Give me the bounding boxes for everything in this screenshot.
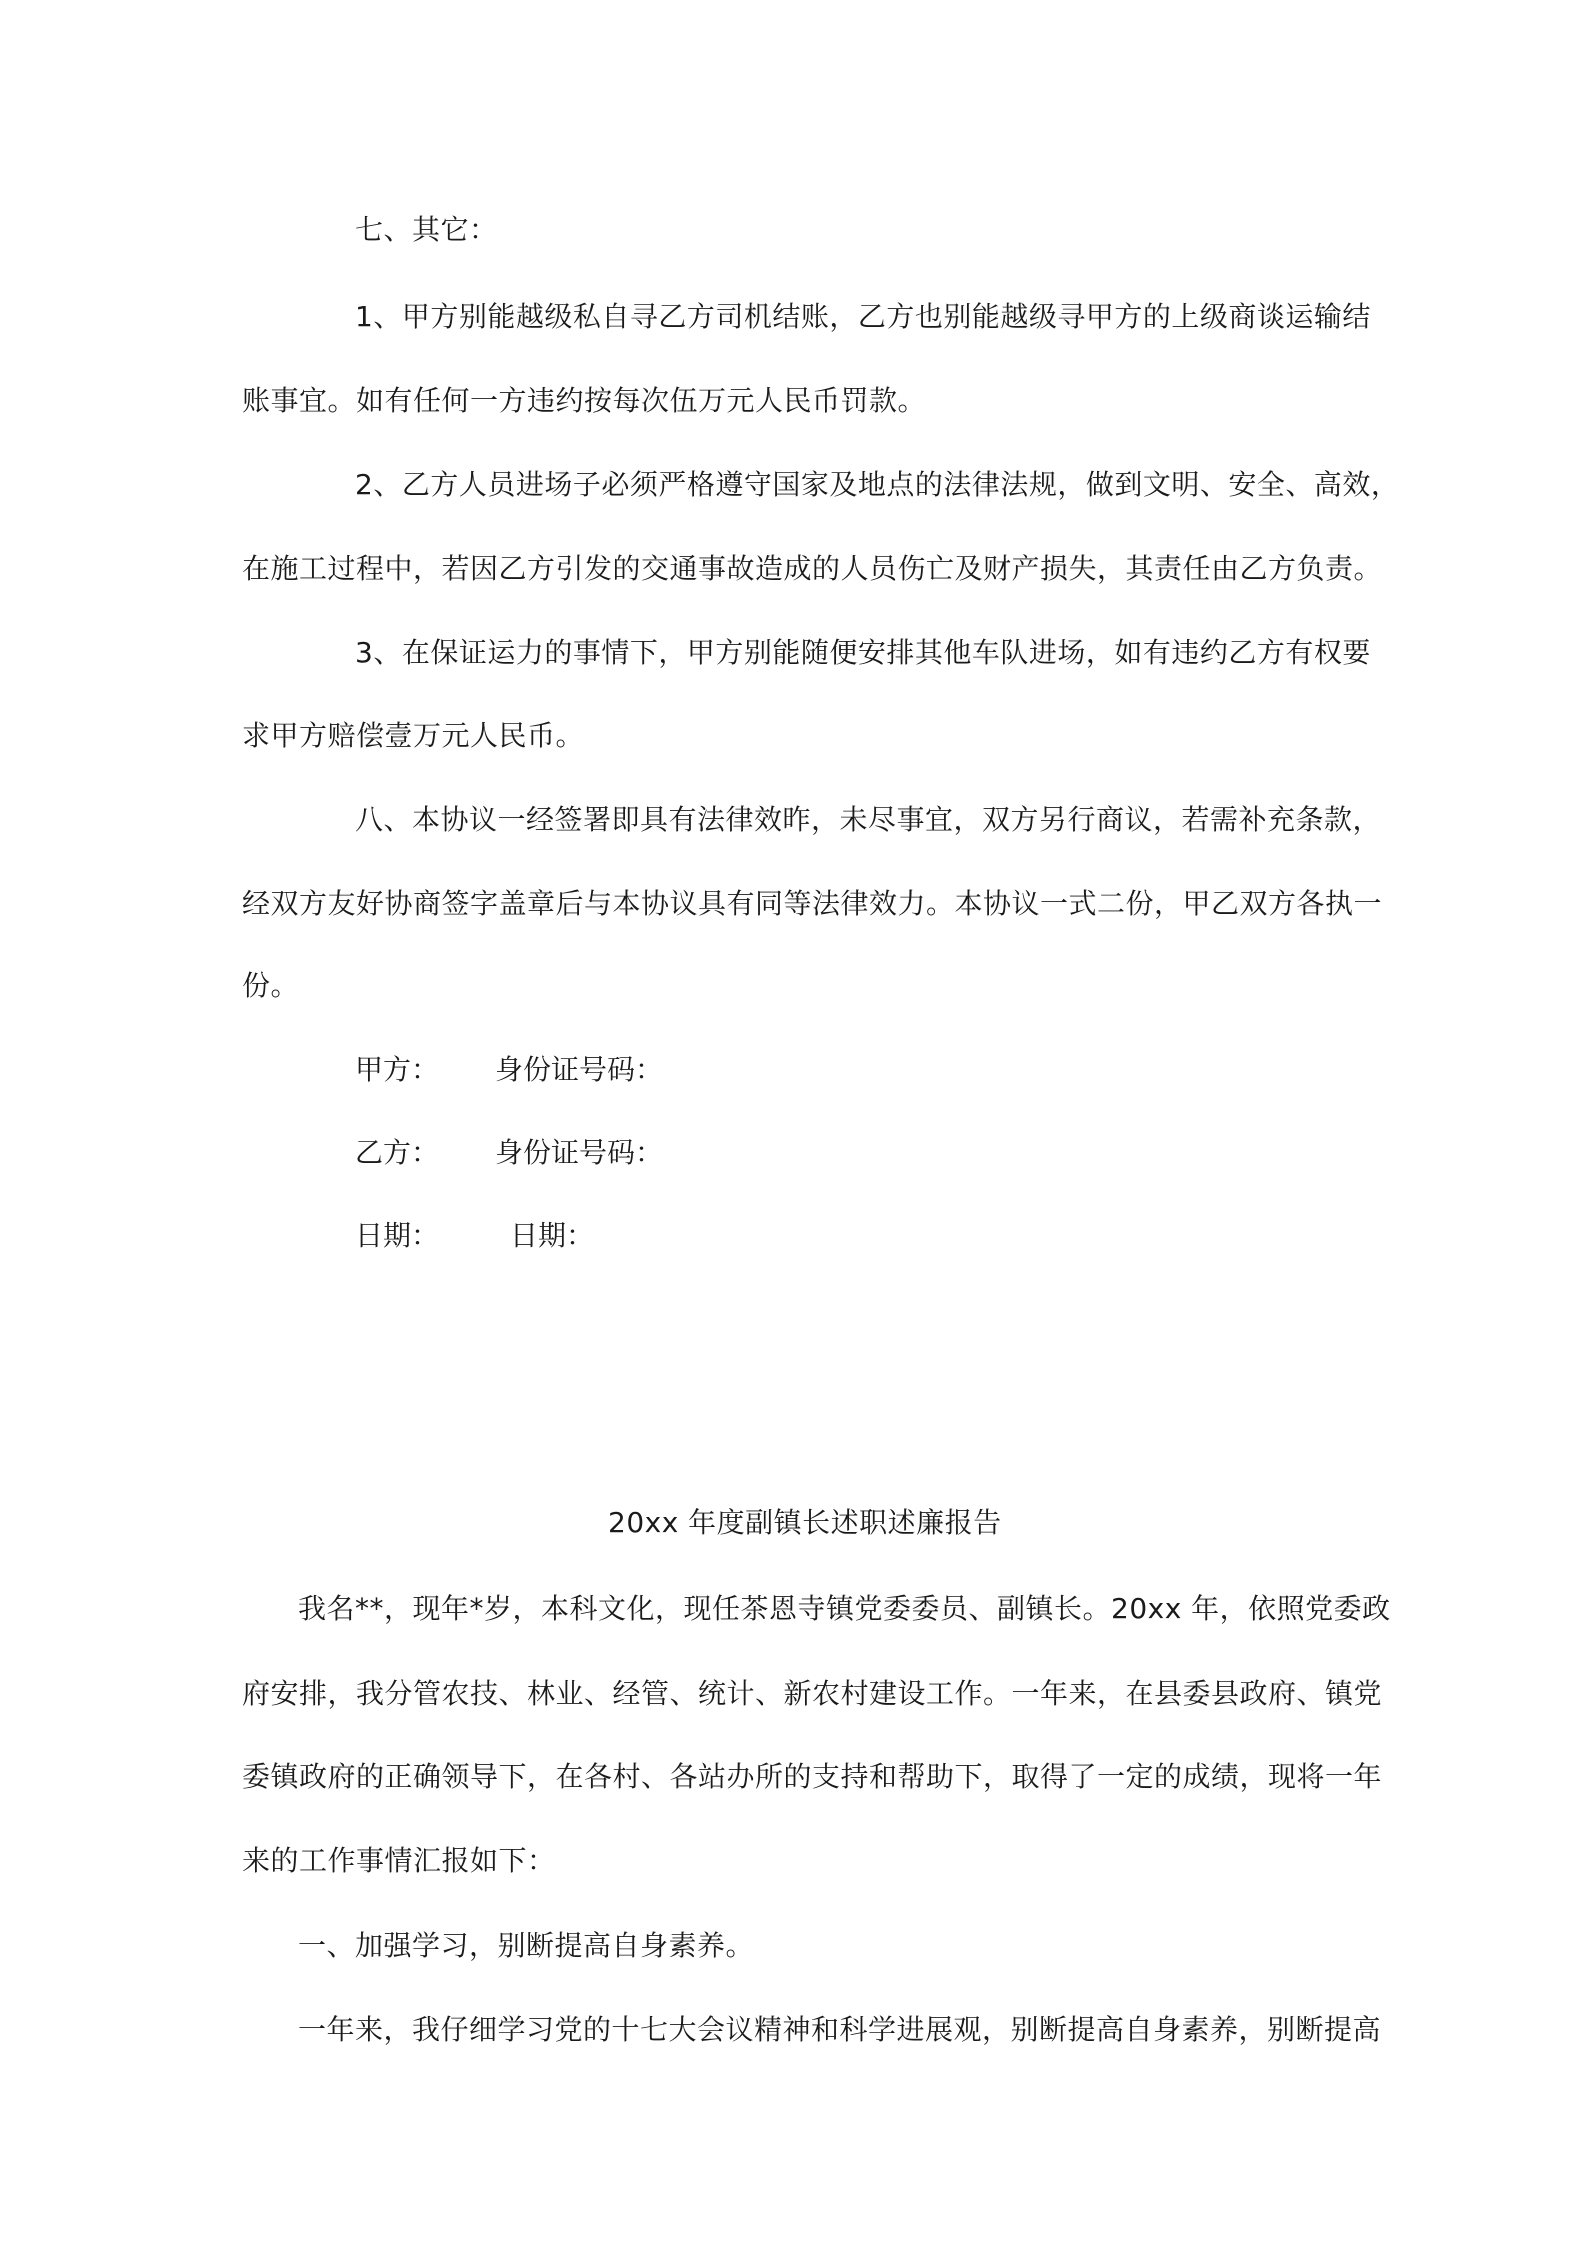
clause-2-line-2: 在施工过程中，若因乙方引发的交通事故造成的人员伤亡及财产损失，其责任由乙方负责。 [242, 552, 1383, 585]
section-8-line-1: 八、本协议一经签署即具有法律效昨，未尽事宜，双方另行商议，若需补充条款， [355, 803, 1382, 836]
clause-1-line-2: 账事宜。如有任何一方违约按每次伍万元人民币罚款。 [242, 384, 927, 417]
report-intro-line-3: 委镇政府的正确领导下，在各村、各站办所的支持和帮助下，取得了一定的成绩，现将一年 [242, 1760, 1383, 1793]
clause-3-line-1: 3、在保证运力的事情下，甲方别能随便安排其他车队进场，如有违约乙方有权要 [355, 636, 1371, 669]
section-7-heading: 七、其它： [355, 213, 498, 246]
report-intro-line-4: 来的工作事情汇报如下： [242, 1844, 556, 1877]
report-section-1-heading: 一、加强学习，别断提高自身素养。 [298, 1929, 755, 1962]
party-b-label: 乙方： [355, 1136, 440, 1169]
party-b-id-label: 身份证号码： [495, 1136, 664, 1169]
report-section-1-line-1: 一年来，我仔细学习党的十七大会议精神和科学进展观，别断提高自身素养，别断提高 [298, 2013, 1382, 2046]
report-title: 20xx 年度副镇长述职述廉报告 [608, 1506, 1002, 1539]
clause-2-line-1: 2、乙方人员进场子必须严格遵守国家及地点的法律法规，做到文明、安全、高效， [355, 468, 1400, 501]
party-a-id-label: 身份证号码： [495, 1053, 664, 1086]
section-8-line-3: 份。 [242, 969, 300, 1002]
section-8-line-2: 经双方友好协商签字盖章后与本协议具有同等法律效力。本协议一式二份，甲乙双方各执一 [242, 887, 1383, 920]
party-a-date-label: 日期： [355, 1219, 440, 1252]
party-b-date-label: 日期： [510, 1219, 595, 1252]
report-intro-line-2: 府安排，我分管农技、林业、经管、统计、新农村建设工作。一年来，在县委县政府、镇党 [242, 1677, 1383, 1710]
clause-1-line-1: 1、甲方别能越级私自寻乙方司机结账，乙方也别能越级寻甲方的上级商谈运输结 [355, 300, 1371, 333]
clause-3-line-2: 求甲方赔偿壹万元人民币。 [242, 719, 585, 752]
report-intro-line-1: 我名**，现年*岁，本科文化，现任茶恩寺镇党委委员、副镇长。20xx 年，依照党委政 [298, 1592, 1391, 1625]
party-a-label: 甲方： [355, 1053, 440, 1086]
